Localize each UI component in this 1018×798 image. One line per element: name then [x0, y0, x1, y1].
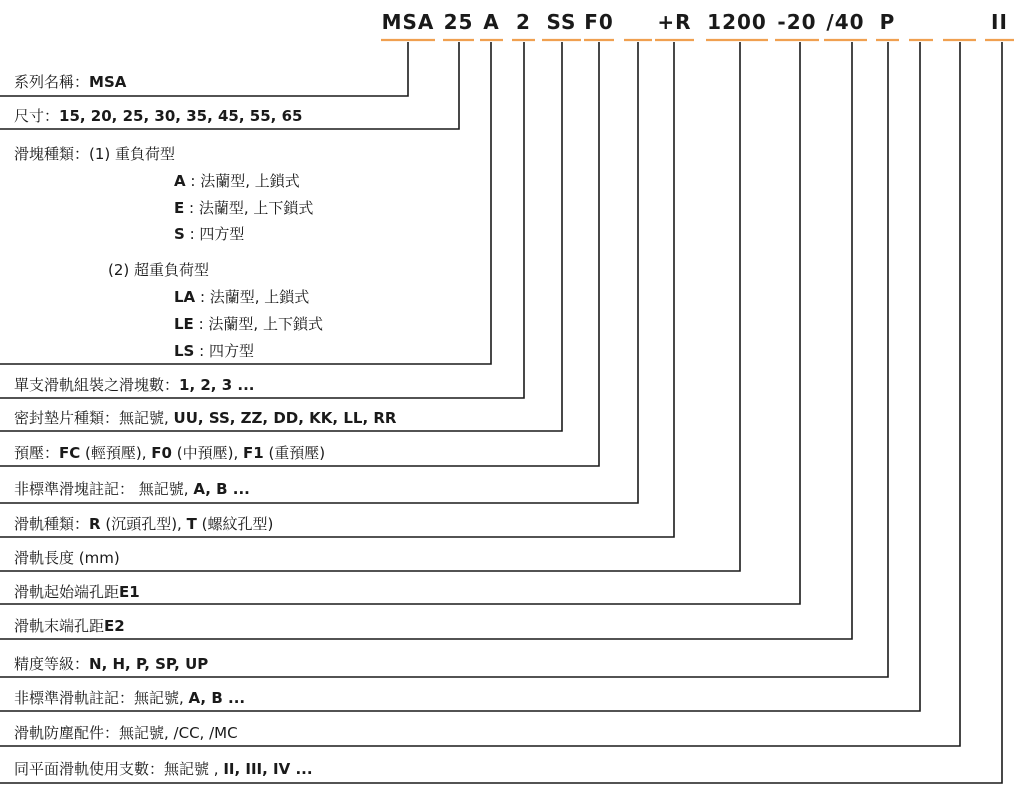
block-type-e-code: E — [174, 199, 185, 217]
label-rail-nonstd-name: 非標準滑軌註記：無記號, — [14, 689, 189, 707]
block-type-e-desc: : 法蘭型, 上下鎖式 — [184, 199, 314, 217]
label-e1-name: 滑軌起始端孔距 — [14, 583, 120, 601]
code-block-count: 2 — [516, 10, 531, 34]
label-dust — [14, 723, 238, 743]
block-type-ls-desc: : 四方型 — [194, 342, 254, 360]
preload-f0-desc: (中預壓), — [171, 444, 243, 462]
label-block-count — [14, 375, 254, 395]
block-type-ls — [174, 341, 254, 361]
label-rail-nonstd-value: A, B ... — [188, 689, 246, 707]
rail-type-r-desc: (沉頭孔型), — [100, 515, 187, 533]
label-rail-type-name: 滑軌種類： — [14, 515, 90, 533]
label-block-type — [14, 144, 175, 164]
line-seal — [0, 42, 562, 431]
label-rail-length — [14, 548, 120, 568]
label-series-name: 系列名稱： — [14, 73, 90, 91]
block-type-s — [174, 224, 244, 244]
label-seal-value: UU, SS, ZZ, DD, KK, LL, RR — [173, 409, 397, 427]
block-type-la-desc: : 法蘭型, 上鎖式 — [195, 288, 310, 306]
block-type-le — [174, 314, 323, 334]
block-type-le-code: LE — [174, 315, 194, 333]
rail-type-t-desc: (螺紋孔型) — [196, 515, 274, 533]
label-block-type-name: 滑塊種類： — [14, 145, 90, 163]
label-block-nonstd — [14, 479, 250, 499]
label-accuracy-value: N, H, P, SP, UP — [89, 655, 209, 673]
code-accuracy: P — [879, 10, 896, 34]
label-accuracy — [14, 654, 208, 674]
rail-type-t: T — [186, 515, 197, 533]
label-seal-name: 密封墊片種類：無記號, — [14, 409, 174, 427]
label-seal — [14, 408, 396, 428]
code-seal: SS — [546, 10, 577, 34]
block-type-la-code: LA — [174, 288, 196, 306]
block-type-s-code: S — [174, 225, 185, 243]
label-dust-name: 滑軌防塵配件：無記號, /CC, /MC — [14, 724, 238, 742]
block-type-group2 — [108, 260, 209, 280]
label-rails-count-value: II, III, IV ... — [223, 760, 313, 778]
line-e2 — [0, 42, 852, 639]
label-block-nonstd-name: 非標準滑塊註記： 無記號, — [14, 480, 194, 498]
label-accuracy-name: 精度等級： — [14, 655, 90, 673]
label-series-value: MSA — [89, 73, 127, 91]
preload-f1: F1 — [243, 444, 264, 462]
label-preload-name: 預壓： — [14, 444, 60, 462]
label-series — [14, 72, 126, 92]
label-block-count-value: 1, 2, 3 ... — [179, 376, 255, 394]
code-msa: MSA — [381, 10, 435, 34]
block-type-a-desc: : 法蘭型, 上鎖式 — [185, 172, 300, 190]
label-e1 — [14, 582, 140, 602]
label-rail-nonstd — [14, 688, 245, 708]
code-size: 25 — [443, 10, 474, 34]
label-rail-length-name: 滑軌長度 (mm) — [14, 549, 120, 567]
code-rail-type: +R — [657, 10, 692, 34]
code-rail-length: 1200 — [707, 10, 767, 34]
block-type-a — [174, 171, 300, 191]
code-e1: -20 — [777, 10, 817, 34]
label-block-nonstd-value: A, B ... — [193, 480, 250, 498]
code-assembly: II — [991, 10, 1008, 34]
label-rail-type — [14, 514, 273, 534]
label-size-value: 15, 20, 25, 30, 35, 45, 55, 65 — [59, 107, 303, 125]
block-type-le-desc: : 法蘭型, 上下鎖式 — [193, 315, 323, 333]
preload-fc: FC — [59, 444, 81, 462]
label-rails-count — [14, 759, 313, 779]
preload-fc-desc: (輕預壓), — [80, 444, 152, 462]
code-e2: /40 — [826, 10, 865, 34]
preload-f1-desc: (重預壓) — [263, 444, 326, 462]
label-rails-count-name: 同平面滑軌使用支數：無記號 , — [14, 760, 224, 778]
label-e1-value: E1 — [119, 583, 140, 601]
block-type-a-code: A — [174, 172, 186, 190]
label-e2-value: E2 — [104, 617, 125, 635]
label-block-type-group1: (1) 重負荷型 — [89, 145, 176, 163]
label-preload — [14, 443, 325, 463]
label-block-count-name: 單支滑軌組裝之滑塊數： — [14, 376, 180, 394]
block-type-e — [174, 198, 313, 218]
block-type-ls-code: LS — [174, 342, 195, 360]
label-e2 — [14, 616, 125, 636]
preload-f0: F0 — [151, 444, 172, 462]
code-block-type: A — [483, 10, 500, 34]
block-type-la — [174, 287, 309, 307]
label-e2-name: 滑軌末端孔距 — [14, 617, 105, 635]
block-type-s-desc: : 四方型 — [184, 225, 245, 243]
label-size-name: 尺寸： — [14, 107, 60, 125]
code-preload: F0 — [584, 10, 614, 34]
label-size — [14, 106, 302, 126]
block-type-group2-label: (2) 超重負荷型 — [108, 261, 210, 279]
rail-type-r: R — [89, 515, 101, 533]
